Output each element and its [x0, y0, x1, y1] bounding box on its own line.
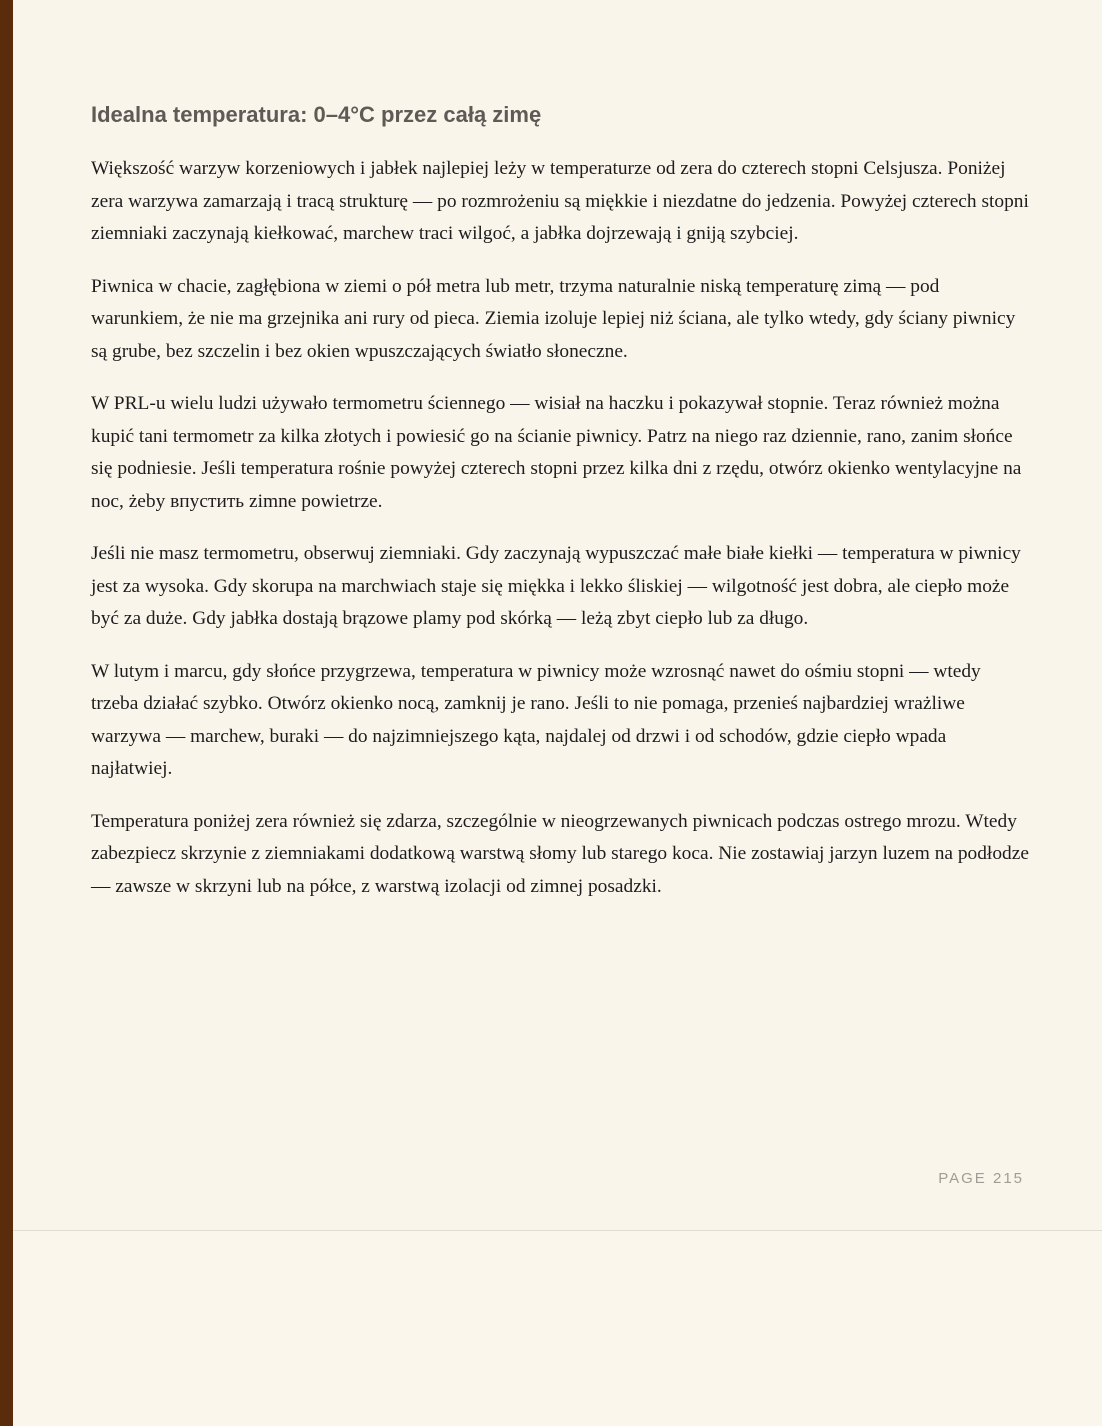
page-content: [91, 98, 1031, 923]
paragraph-1: Większość warzyw korzeniowych i jabłek najlepiej leży w temperaturze od zera do czterech stopni Celsjusza. Poniżej zera warzywa zamarzają i tracą strukturę — po rozmrożeniu są miękkie i niezdatne do jedzenia. Powyżej czterech stopni ziemniaki zaczynają kiełkować, marchew traci wilgoć, a jabłka dojrzewają i gniją szybciej.: [91, 158, 1029, 244]
paragraph-4: Jeśli nie masz termometru, obserwuj ziemniaki. Gdy zaczynają wypuszczać małe białe kiełki — temperatura w piwnicy jest za wysoka. Gdy skorupa na marchwiach staje się miękka i lekko śliskiej — wilgotność jest dobra, ale ciepło może być za duże. Gdy jabłka dostają brązowe plamy pod skórką — leżą zbyt ciepło lub za długo.: [91, 543, 1021, 629]
book-spine: [0, 0, 13, 1426]
paragraph-6: Temperatura poniżej zera również się zdarza, szczególnie w nieogrzewanych piwnicach podczas ostrego mrozu. Wtedy zabezpiecz skrzynie z ziemniakami dodatkową warstwą słomy lub starego koca. Nie zostawiaj jarzyn luzem na podłodze — zawsze w skrzyni lub na półce, z warstwą izolacji od zimnej posadzki.: [91, 810, 1029, 897]
next-page-area: [13, 1231, 1102, 1426]
paragraph-3: W PRL-u wielu ludzi używało termometru ściennego — wisiał na haczku i pokazywał stopnie. Teraz również można kupić tani termometr za kilka złotych i powiesić go na ścianie piwnicy. Patrz na niego raz dziennie, rano, zanim słońce się podniesie. Jeśli temperatura rośnie powyżej czterech stopni przez kilka dni z rzędu, otwórz okienko wentylacyjne na noc, żeby впустить zimne powietrze.: [91, 393, 1022, 512]
book-page: [13, 0, 1102, 1231]
paragraph-2: Piwnica w chacie, zagłębiona w ziemi o pół metra lub metr, trzyma naturalnie niską temperaturę zimą — pod warunkiem, że nie ma grzejnika ani rury od pieca. Ziemia izoluje lepiej niż ściana, ale tylko wtedy, gdy ściany piwnicy są grube, bez szczelin i bez okien wpuszczających światło słoneczne.: [91, 275, 1016, 362]
page-number: PAGE 215: [938, 1170, 1024, 1187]
section-heading: Idealna temperatura: 0–4°C przez całą zimę: [91, 102, 542, 127]
paragraph-5: W lutym i marcu, gdy słońce przygrzewa, temperatura w piwnicy może wzrosnąć nawet do ośmiu stopni — wtedy trzeba działać szybko. Otwórz okienko nocą, zamknij je rano. Jeśli to nie pomaga, przenieś najbardziej wrażliwe warzywa — marchew, buraki — do najzimniejszego kąta, najdalej od drzwi i od schodów, gdzie ciepło wpada najłatwiej.: [91, 660, 981, 779]
